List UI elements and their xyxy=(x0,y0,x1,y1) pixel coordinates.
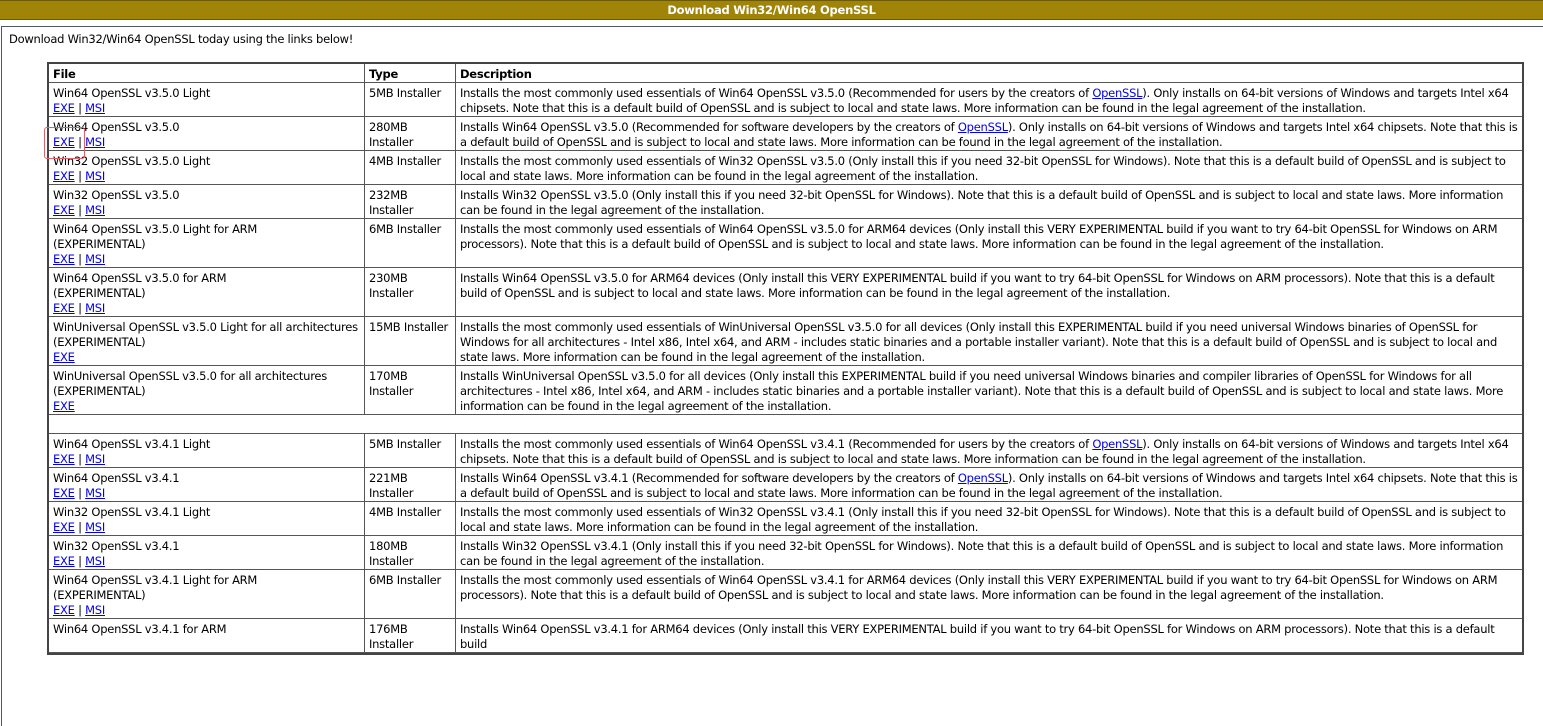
file-cell xyxy=(49,619,365,653)
file-cell xyxy=(49,434,365,468)
table-row xyxy=(49,83,1522,117)
openssl-link[interactable]: OpenSSL xyxy=(1092,437,1143,451)
download-link-exe[interactable]: EXE xyxy=(53,169,75,183)
type-cell: 6MB Installer xyxy=(365,219,456,268)
download-link-exe[interactable]: EXE xyxy=(53,350,75,364)
openssl-link[interactable]: OpenSSL xyxy=(1092,86,1143,100)
file-name: WinUniversal OpenSSL v3.5.0 Light for all architectures xyxy=(53,320,358,334)
download-link-exe[interactable]: EXE xyxy=(53,252,75,266)
link-separator: | xyxy=(74,452,86,466)
description-cell xyxy=(456,468,1522,502)
column-header-description: Description xyxy=(456,64,1522,83)
page-header: Download Win32/Win64 OpenSSL xyxy=(0,0,1543,20)
description-cell xyxy=(456,219,1522,268)
file-cell xyxy=(49,366,365,415)
table-row xyxy=(49,536,1522,570)
link-separator: | xyxy=(74,135,86,149)
download-links xyxy=(53,101,361,116)
table-row xyxy=(49,366,1522,415)
table-row xyxy=(49,185,1522,219)
download-link-msi[interactable]: MSI xyxy=(85,603,105,617)
link-separator: | xyxy=(74,101,86,115)
download-link-exe[interactable]: EXE xyxy=(53,452,75,466)
download-link-msi[interactable]: MSI xyxy=(85,101,105,115)
file-name: Win32 OpenSSL v3.4.1 xyxy=(53,539,180,553)
type-cell: 6MB Installer xyxy=(365,570,456,619)
file-cell xyxy=(49,468,365,502)
table-row xyxy=(49,268,1522,317)
description-text-end: ). Only installs on 64-bit versions of Windows and targets Intel x64 chipsets. Note that this is a default build of OpenSSL and is subject to local and state laws. More information can be found in the legal agreement of the installation. xyxy=(460,120,1518,149)
description-text: Installs the most commonly used essentials of Win64 OpenSSL v3.4.1 (Recommended for users by the creators of xyxy=(460,437,1093,451)
file-name: Win64 OpenSSL v3.5.0 Light for ARM xyxy=(53,222,258,236)
download-link-msi[interactable]: MSI xyxy=(85,452,105,466)
table-row xyxy=(49,502,1522,536)
download-links xyxy=(53,603,361,618)
download-links xyxy=(53,169,361,184)
description-text: Installs the most commonly used essentials of Win32 OpenSSL v3.4.1 (Only install this if you need 32-bit OpenSSL for Windows). Note that this is a default build of OpenSSL and is subject to local and state laws. More information can be found in the legal agreement of the installation. xyxy=(460,505,1506,534)
description-cell xyxy=(456,268,1522,317)
download-links xyxy=(53,520,361,535)
file-cell xyxy=(49,570,365,619)
description-cell xyxy=(456,536,1522,570)
description-text-end: ). Only installs on 64-bit versions of Windows and targets Intel x64 chipsets. Note that this is a default build of OpenSSL and is subject to local and state laws. More information can be found in the legal agreement of the installation. xyxy=(460,471,1518,500)
type-cell: 5MB Installer xyxy=(365,434,456,468)
table-row xyxy=(49,117,1522,151)
separator-cell xyxy=(49,415,1522,434)
link-separator: | xyxy=(74,169,86,183)
link-separator: | xyxy=(74,520,86,534)
file-cell xyxy=(49,219,365,268)
description-text: Installs Win64 OpenSSL v3.4.1 for ARM64 devices (Only install this VERY EXPERIMENTAL build if you want to try 64-bit OpenSSL for Windows on ARM processors). Note that this is a default build xyxy=(460,622,1495,651)
file-name: Win64 OpenSSL v3.4.1 Light for ARM xyxy=(53,573,258,587)
openssl-link[interactable]: OpenSSL xyxy=(957,120,1008,134)
file-name: Win32 OpenSSL v3.5.0 xyxy=(53,188,180,202)
table-row xyxy=(49,219,1522,268)
download-link-exe[interactable]: EXE xyxy=(53,135,75,149)
link-separator: | xyxy=(74,486,86,500)
download-links xyxy=(53,452,361,467)
description-text: Installs the most commonly used essentials of Win32 OpenSSL v3.5.0 (Only install this if you need 32-bit OpenSSL for Windows). Note that this is a default build of OpenSSL and is subject to local and state laws. More information can be found in the legal agreement of the installation. xyxy=(460,154,1506,183)
description-text: Installs the most commonly used essentials of WinUniversal OpenSSL v3.5.0 for all devices (Only install this EXPERIMENTAL build if you need universal Windows binaries of OpenSSL for Windows for all architectures - Intel x86, Intel x64, and ARM - includes static binaries and a portable installer variant). Note that this is a default build of OpenSSL and is subject to local and state laws. More information can be found in the legal agreement of the installation. xyxy=(460,320,1498,364)
download-link-exe[interactable]: EXE xyxy=(53,486,75,500)
description-cell xyxy=(456,185,1522,219)
download-link-msi[interactable]: MSI xyxy=(85,203,105,217)
download-link-msi[interactable]: MSI xyxy=(85,554,105,568)
download-link-exe[interactable]: EXE xyxy=(53,554,75,568)
description-text: Installs the most commonly used essentials of Win64 OpenSSL v3.5.0 for ARM64 devices (Only install this VERY EXPERIMENTAL build if you want to try 64-bit OpenSSL for Windows on ARM processors). Note that this is a default build of OpenSSL and is subject to local and state laws. More information can be found in the legal agreement of the installation. xyxy=(460,222,1498,251)
download-link-exe[interactable]: EXE xyxy=(53,101,75,115)
link-separator: | xyxy=(74,203,86,217)
download-link-msi[interactable]: MSI xyxy=(85,169,105,183)
file-cell xyxy=(49,151,365,185)
description-text-end: ). Only installs on 64-bit versions of Windows and targets Intel x64 chipsets. Note that this is a default build of OpenSSL and is subject to local and state laws. More information can be found in the legal agreement of the installation. xyxy=(460,437,1509,466)
link-separator: | xyxy=(74,301,86,315)
table-row xyxy=(49,570,1522,619)
description-text: Installs the most commonly used essentials of Win64 OpenSSL v3.5.0 (Recommended for users by the creators of xyxy=(460,86,1093,100)
download-link-msi[interactable]: MSI xyxy=(85,520,105,534)
type-cell: 180MB Installer xyxy=(365,536,456,570)
download-link-exe[interactable]: EXE xyxy=(53,603,75,617)
file-cell xyxy=(49,83,365,117)
description-cell xyxy=(456,366,1522,415)
openssl-link[interactable]: OpenSSL xyxy=(957,471,1008,485)
table-row xyxy=(49,434,1522,468)
table-row xyxy=(49,619,1522,653)
download-link-exe[interactable]: EXE xyxy=(53,301,75,315)
file-name: Win32 OpenSSL v3.5.0 Light xyxy=(53,154,211,168)
description-text: Installs Win64 OpenSSL v3.4.1 (Recommended for software developers by the creators of xyxy=(460,471,958,485)
type-cell: 221MB Installer xyxy=(365,468,456,502)
file-name-note: (EXPERIMENTAL) xyxy=(53,286,146,300)
file-name-note: (EXPERIMENTAL) xyxy=(53,384,146,398)
description-cell xyxy=(456,570,1522,619)
highlight-box xyxy=(45,128,84,158)
download-links xyxy=(53,350,361,365)
file-name: WinUniversal OpenSSL v3.5.0 for all architectures xyxy=(53,369,327,383)
file-name: Win64 OpenSSL v3.4.1 Light xyxy=(53,437,211,451)
download-link-exe[interactable]: EXE xyxy=(53,203,75,217)
description-cell xyxy=(456,83,1522,117)
downloads-table xyxy=(47,62,1524,655)
file-name: Win64 OpenSSL v3.5.0 xyxy=(53,120,180,134)
description-cell xyxy=(456,317,1522,366)
column-header-type: Type xyxy=(365,64,456,83)
file-name-note: (EXPERIMENTAL) xyxy=(53,588,146,602)
type-cell: 170MB Installer xyxy=(365,366,456,415)
table-row xyxy=(49,151,1522,185)
file-cell xyxy=(49,185,365,219)
download-link-exe[interactable]: EXE xyxy=(53,399,75,413)
file-name-note: (EXPERIMENTAL) xyxy=(53,237,146,251)
link-separator: | xyxy=(74,554,86,568)
download-link-msi[interactable]: MSI xyxy=(85,301,105,315)
file-name: Win64 OpenSSL v3.4.1 for ARM xyxy=(53,622,227,636)
type-cell: 230MB Installer xyxy=(365,268,456,317)
type-cell: 4MB Installer xyxy=(365,151,456,185)
file-name-note: (EXPERIMENTAL) xyxy=(53,335,146,349)
file-name: Win64 OpenSSL v3.5.0 Light xyxy=(53,86,211,100)
intro-text: Download Win32/Win64 OpenSSL today using the links below! xyxy=(9,32,354,46)
file-cell xyxy=(49,268,365,317)
description-text: Installs Win32 OpenSSL v3.5.0 (Only install this if you need 32-bit OpenSSL for Windows). Note that this is a default build of OpenSSL and is subject to local and state laws. More information can be found in the legal agreement of the installation. xyxy=(460,188,1504,217)
description-cell xyxy=(456,619,1522,653)
file-cell xyxy=(49,317,365,366)
description-cell xyxy=(456,434,1522,468)
description-cell xyxy=(456,117,1522,151)
table-header-row xyxy=(49,64,1522,83)
download-links xyxy=(53,203,361,218)
description-text: Installs the most commonly used essentials of Win64 OpenSSL v3.4.1 for ARM64 devices (Only install this VERY EXPERIMENTAL build if you want to try 64-bit OpenSSL for Windows on ARM processors). Note that this is a default build of OpenSSL and is subject to local and state laws. More information can be found in the legal agreement of the installation. xyxy=(460,573,1498,602)
table-row xyxy=(49,317,1522,366)
table-row xyxy=(49,468,1522,502)
type-cell: 15MB Installer xyxy=(365,317,456,366)
description-text: Installs Win64 OpenSSL v3.5.0 for ARM64 devices (Only install this VERY EXPERIMENTAL build if you want to try 64-bit OpenSSL for Windows on ARM processors). Note that this is a default build of OpenSSL and is subject to local and state laws. More information can be found in the legal agreement of the installation. xyxy=(460,271,1495,300)
download-links xyxy=(53,301,361,316)
download-links xyxy=(53,252,361,267)
link-separator: | xyxy=(74,603,86,617)
file-name: Win64 OpenSSL v3.4.1 xyxy=(53,471,180,485)
type-cell: 280MB Installer xyxy=(365,117,456,151)
file-name: Win64 OpenSSL v3.5.0 for ARM xyxy=(53,271,227,285)
description-text-end: ). Only installs on 64-bit versions of Windows and targets Intel x64 chipsets. Note that this is a default build of OpenSSL and is subject to local and state laws. More information can be found in the legal agreement of the installation. xyxy=(460,86,1509,115)
description-text: Installs Win32 OpenSSL v3.4.1 (Only install this if you need 32-bit OpenSSL for Windows). Note that this is a default build of OpenSSL and is subject to local and state laws. More information can be found in the legal agreement of the installation. xyxy=(460,539,1504,568)
description-cell xyxy=(456,502,1522,536)
download-links xyxy=(53,486,361,501)
download-link-msi[interactable]: MSI xyxy=(85,252,105,266)
download-link-msi[interactable]: MSI xyxy=(85,135,105,149)
description-cell xyxy=(456,151,1522,185)
column-header-file: File xyxy=(49,64,365,83)
description-text: Installs Win64 OpenSSL v3.5.0 (Recommended for software developers by the creators of xyxy=(460,120,958,134)
file-cell xyxy=(49,117,365,151)
download-link-exe[interactable]: EXE xyxy=(53,520,75,534)
type-cell: 5MB Installer xyxy=(365,83,456,117)
type-cell: 4MB Installer xyxy=(365,502,456,536)
file-cell xyxy=(49,502,365,536)
group-separator xyxy=(49,415,1522,434)
download-link-msi[interactable]: MSI xyxy=(85,486,105,500)
description-text: Installs WinUniversal OpenSSL v3.5.0 for all devices (Only install this EXPERIMENTAL build if you need universal Windows binaries and compiler libraries of OpenSSL for Windows for all architectures - Intel x86, Intel x64, and ARM - includes static binaries and a portable installer variant). Note that this is a default build of OpenSSL and is subject to local and state laws. More information can be found in the legal agreement of the installation. xyxy=(460,369,1504,413)
download-links xyxy=(53,554,361,569)
download-links xyxy=(53,135,361,150)
file-name: Win32 OpenSSL v3.4.1 Light xyxy=(53,505,211,519)
type-cell: 176MB Installer xyxy=(365,619,456,653)
type-cell: 232MB Installer xyxy=(365,185,456,219)
download-links xyxy=(53,399,361,414)
link-separator: | xyxy=(74,252,86,266)
file-cell xyxy=(49,536,365,570)
